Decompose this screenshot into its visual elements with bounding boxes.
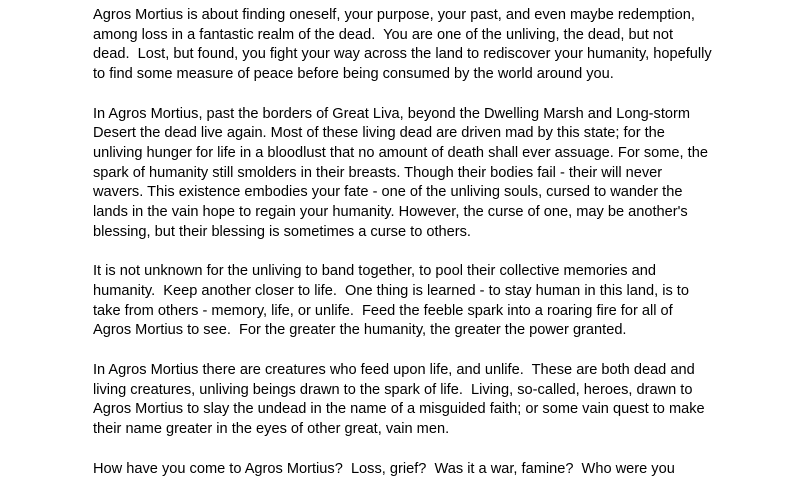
document-body — [93, 6, 716, 499]
paragraph-origin: How have you come to Agros Mortius? Loss, grief? Was it a war, famine? Who were you — [93, 460, 675, 477]
paragraph-banding: It is not unknown for the unliving to band together, to pool their collective memories and humanity. Keep another closer to life. One thing is learned - to stay human in this land, is to take from others - memory, life, or unlife. Feed the feeble spark into a roaring fire for all of Agros Mortius to see. For the greater the humanity, the greater the power granted. — [93, 263, 694, 339]
paragraph-intro: Agros Mortius is about finding oneself, your purpose, your past, and even maybe redemption, among loss in a fantastic realm of the dead. You are one of the unliving, the dead, but not dead. Lost, but found, you fight your way across the land to rediscover your humanity, hopefully to find some measure of peace before being consumed by the world around you. — [93, 7, 716, 83]
paragraph-setting: In Agros Mortius, past the borders of Great Liva, beyond the Dwelling Marsh and Long-storm Desert the dead live again. Most of these living dead are driven mad by this state; for the unliving hunger for life in a bloodlust that no amount of death shall ever assuage. For some, the spark of humanity still smolders in their breasts. Though their bodies fail - their will never wavers. This existence embodies your fate - one of the unliving souls, cursed to wander the lands in the vain hope to regain your humanity. However, the curse of one, may be another's blessing, but their blessing is sometimes a curse to others. — [93, 105, 712, 240]
paragraph-creatures: In Agros Mortius there are creatures who feed upon life, and unlife. These are both dead and living creatures, unliving beings drawn to the spark of life. Living, so-called, heroes, drawn to Agros Mortius to slay the undead in the name of a misguided faith; or some vain quest to make their name greater in the eyes of other great, vain men. — [93, 361, 709, 438]
